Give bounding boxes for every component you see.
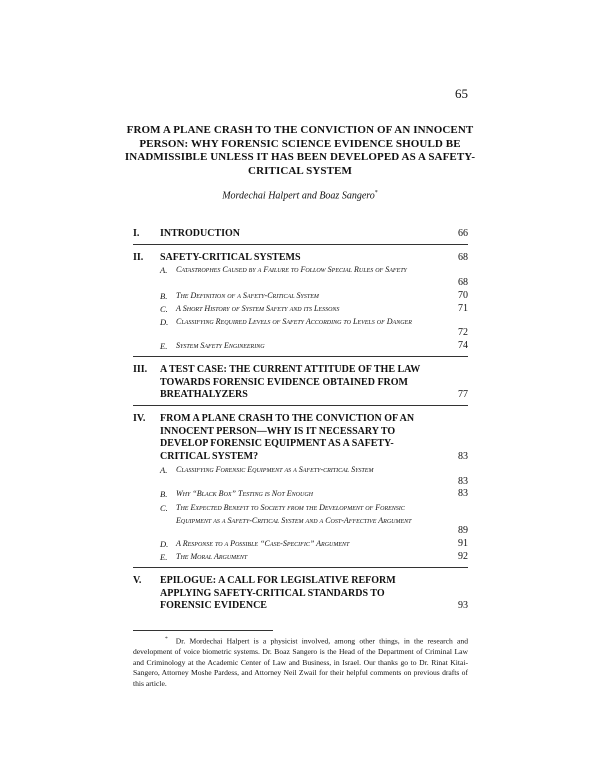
- toc-section-4-page: 83: [458, 451, 468, 462]
- toc-2d-title[interactable]: Classifying Required Levels of Safety According to Levels of Danger: [176, 317, 412, 326]
- toc-divider: [133, 567, 468, 568]
- toc-divider: [133, 244, 468, 245]
- toc-4d-title[interactable]: A Response to a Possible “Case-Specific” Argument: [176, 539, 350, 548]
- toc-4a-page: 83: [458, 476, 468, 487]
- toc-2b-title[interactable]: The Definition of a Safety-Critical System: [176, 291, 319, 300]
- toc-section-4-number: IV.: [133, 413, 146, 424]
- footnote-mark: *: [165, 636, 168, 642]
- toc-2c-page: 71: [458, 303, 468, 314]
- toc-4d-page: 91: [458, 538, 468, 549]
- toc-section-5-number: V.: [133, 575, 142, 586]
- toc-2d-page: 72: [458, 327, 468, 338]
- toc-4a-title[interactable]: Classifying Forensic Equipment as a Safety-critical System: [176, 465, 374, 474]
- toc-4d-letter: D.: [160, 539, 169, 549]
- toc-4b-page: 83: [458, 488, 468, 499]
- toc-section-2-page: 68: [458, 252, 468, 263]
- toc-divider: [133, 356, 468, 357]
- article-title: FROM A PLANE CRASH TO THE CONVICTION OF AN INNOCENT PERSON: WHY FORENSIC SCIENCE EVIDENCE SHOULD BE INADMISSIBLE UNLESS IT HAS BEEN DEVELOPED AS A SAFETY-CRITICAL SYSTEM: [124, 124, 476, 177]
- toc-section-3-title[interactable]: A TEST CASE: THE CURRENT ATTITUDE OF THE LAW TOWARDS FORENSIC EVIDENCE OBTAINED FROM BREATHALYZERS: [160, 364, 421, 400]
- toc-4c-letter: C.: [160, 503, 168, 513]
- footnote: [133, 634, 468, 690]
- toc-section-1-page: 66: [458, 228, 468, 239]
- toc-2e-page: 74: [458, 340, 468, 351]
- toc-2b-page: 70: [458, 290, 468, 301]
- toc-2c-title[interactable]: A Short History of System Safety and its Lessons: [176, 304, 340, 313]
- toc-2c-letter: C.: [160, 304, 168, 314]
- author-line: [120, 190, 480, 201]
- page-number: 65: [455, 86, 468, 101]
- toc-4b-title[interactable]: Why “Black Box” Testing is Not Enough: [176, 489, 314, 498]
- toc-section-2-number: II.: [133, 252, 144, 263]
- toc-4e-page: 92: [458, 551, 468, 562]
- footnote-rule: [133, 630, 273, 631]
- toc-2e-letter: E.: [160, 341, 168, 351]
- footnote-text: Dr. Mordechai Halpert is a physicist involved, among other things, in the research and development of voice biometric systems. Dr. Boaz Sangero is the Head of the Department of Criminal Law and Criminology at the Academic Center of Law and Business, in Israel. Our thanks go to Dr. Rinat Kitai-Sangero, Attorney Moshe Pardess, and Attorney Neil Zwail for their helpful comments on previous drafts of this article.: [133, 636, 468, 688]
- toc-4e-letter: E.: [160, 552, 168, 562]
- toc-2a-page: 68: [458, 277, 468, 288]
- author-names: Mordechai Halpert and Boaz Sangero: [222, 190, 375, 202]
- toc-section-1-number: I.: [133, 228, 140, 239]
- author-footnote-mark[interactable]: *: [374, 190, 378, 196]
- toc-2a-letter: A.: [160, 265, 168, 275]
- toc-section-5-page: 93: [458, 600, 468, 611]
- toc-4c-title[interactable]: The Expected Benefit to Society from the Development of Forensic Equipment as a Safety-Critical System and a Cost-Affective Argument: [176, 503, 412, 525]
- toc-2e-title[interactable]: System Safety Engineering: [176, 341, 265, 350]
- toc-section-4-title[interactable]: FROM A PLANE CRASH TO THE CONVICTION OF AN INNOCENT PERSON—WHY IS IT NECESSARY TO DEVELOP FORENSIC EQUIPMENT AS A SAFETY-CRITICAL SYSTEM?: [160, 413, 415, 462]
- toc-divider: [133, 405, 468, 406]
- toc-4a-letter: A.: [160, 465, 168, 475]
- toc-section-1-title[interactable]: INTRODUCTION: [160, 228, 241, 239]
- toc-4b-letter: B.: [160, 489, 168, 499]
- toc-2d-letter: D.: [160, 317, 169, 327]
- toc-section-2-title[interactable]: SAFETY-CRITICAL SYSTEMS: [160, 252, 301, 263]
- toc-section-3-page: 77: [458, 389, 468, 400]
- toc-2a-title[interactable]: Catastrophes Caused by a Failure to Follow Special Rules of Safety: [176, 265, 407, 274]
- toc-4e-title[interactable]: The Moral Argument: [176, 552, 248, 561]
- toc-section-3-number: III.: [133, 364, 148, 375]
- toc-2b-letter: B.: [160, 291, 168, 301]
- toc-section-5-title[interactable]: EPILOGUE: A CALL FOR LEGISLATIVE REFORM APPLYING SAFETY-CRITICAL STANDARDS TO FORENSIC EVIDENCE: [160, 575, 396, 611]
- toc-4c-page: 89: [458, 525, 468, 536]
